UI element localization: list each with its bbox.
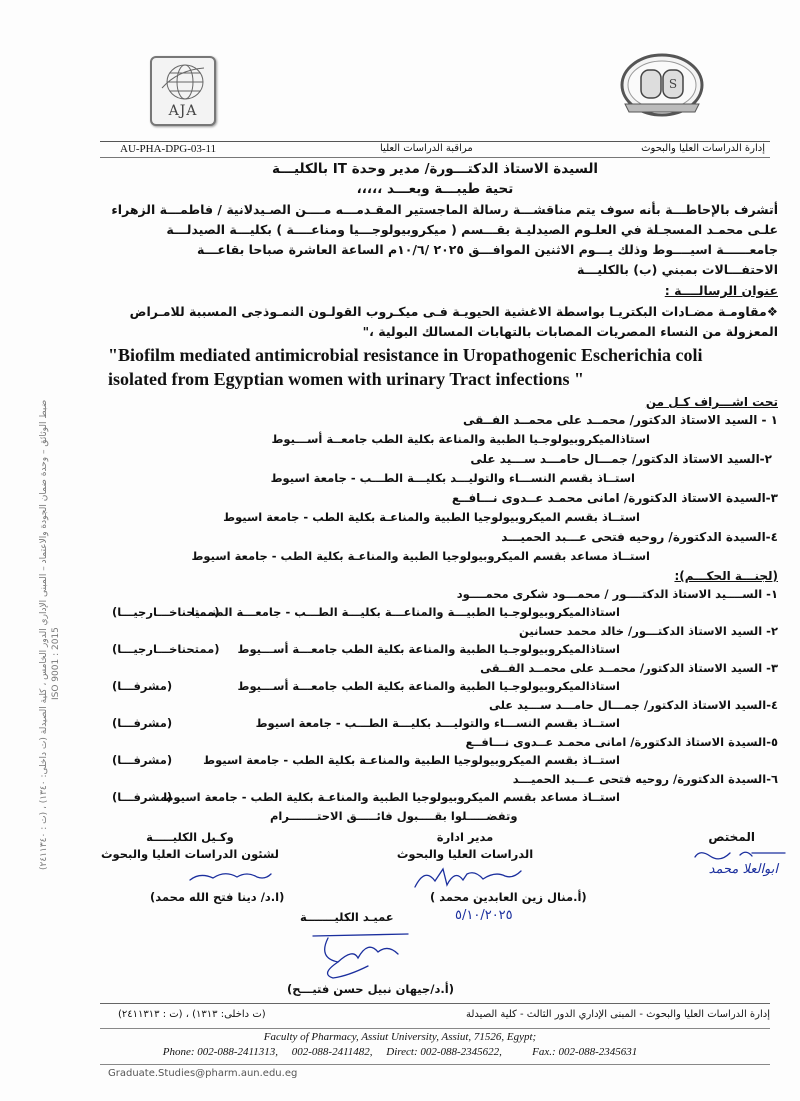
director-name: (أ.منال زين العابدين محمد ) (430, 890, 587, 904)
header-department: إدارة الدراسات العليا والبحوث (641, 143, 765, 154)
committee-2-role: (ممتحناخـــارجيـــا) (112, 642, 220, 656)
committee-5-affiliation: استــاذ بقسم الميكروبيولوجيا الطبية والمناعـة بكلية الطب - جامعة اسيوط (203, 753, 620, 767)
thesis-title-label: عنوان الرسالــــة : (664, 283, 778, 298)
thesis-title-arabic-1: ❖مقاومـة مضـادات البكتريـا بواسطة الاغشية الحيويـة فـى ميكـروب القولـون النمـوذجى المسببة للامـراض (129, 304, 778, 319)
director-handwritten-date: ٥/١٠/٢٠٢٥ (455, 908, 513, 923)
footer-arabic-extension: (ت داخلى: ١٣١٣) ، (ت : ٢٤١١٣١٣) (118, 1009, 266, 1020)
vice-dean-title-line1: وكـيل الكليـــــة (146, 830, 234, 844)
supervisor-1-name: ١ - السيد الاستاذ الدكتور/ محمــد على محمــد الفــقى (462, 413, 778, 427)
committee-6-affiliation: استــاذ مساعد بقسم الميكروبيولوجيا الطبية والمناعـة بكلية الطب - جامعة اسيوط (161, 790, 620, 804)
footer-english-address: Faculty of Pharmacy, Assiut University, Assiut, 71526, Egypt; (263, 1031, 537, 1043)
university-emblem (617, 50, 707, 120)
director-title-line1: مدير ادارة (436, 830, 494, 844)
committee-2-affiliation: استاذالميكروبيولوجـيا الطبية والمناعة بكلية الطب جامعـــة أســـيوط (237, 642, 620, 656)
supervisor-4-name: ٤-السيدة الدكتورة/ روحيه فتحى عـــبد الحميـــد (501, 530, 778, 544)
aja-logo-text: AJA (168, 103, 198, 119)
dean-name: (أ.د/جيهان نبيل حسن فتيـــح) (287, 982, 454, 996)
committee-5-name: ٥-السيدة الاستاذ الدكتورة/ امانى محمـد عــدوى نـــافــع (465, 735, 778, 749)
committee-3-name: ٣- السيد الاستاذ الدكتور/ محمــد على محمــد الفــقى (480, 661, 778, 675)
committee-4-name: ٤-السيد الاستاذ الدكتور/ جمـــال حامـــد ســـيد على (488, 698, 778, 712)
footer-email-link[interactable]: Graduate.Studies@pharm.aun.edu.eg (108, 1068, 298, 1079)
side-margin-iso: ISO 9001 : 2015 (51, 627, 61, 700)
body-line-1: أتشرف بالإحاطـــة بأنه سوف يتم مناقشـــة رسالة الماجستير المقـدمـــه مــــن الصـيدلانية / فاطمـــة الزهراء (111, 202, 778, 217)
body-line-4: الاحتفـــالات بمبني (ب) بالكليـــة (576, 262, 778, 277)
supervisor-1-affiliation: استاذالميكروبيولوجـيا الطبية والمناعة بكلية الطب جامعــة أســـيوط (271, 432, 650, 446)
dean-signature (308, 930, 418, 980)
thesis-title-english-1: "Biofilm mediated antimicrobial resistance in Uropathogenic Escherichia coli (108, 345, 703, 365)
supervisor-2-affiliation: استــاذ بقسم النســـاء والتوليـــد بكليـــة الطـــب - جامعة اسيوط (270, 471, 635, 485)
committee-6-role: (مشرفـــا) (112, 790, 173, 804)
footer-divider-top (100, 1003, 770, 1004)
header-divider-bottom (100, 157, 770, 158)
side-margin-text: ضبط الوثائق – وحدة ضمان الجودة والاعتماد – المبنى الإداري الدور الخامس ، كلية الصيدلة (ت داخلى: ١٣٤٠) ، (ت : ٢٤١١٣٤٠) (39, 399, 49, 870)
vice-dean-signature (185, 868, 275, 886)
committee-1-name: ١- الســــيد الاستاذ الدكتــــور / محمـــود شكرى محمــــود (456, 587, 778, 601)
committee-3-affiliation: استاذالميكروبيولوجـيا الطبية والمناعة بكلية الطب جامعـــة أســـيوط (237, 679, 620, 693)
body-line-3: جامعــــــة اسيــــوط وذلك يـــوم الاثنين الموافـــق ٢٠٢٥ /١٠/٦م الساعة العاشرة صباحا بقاعـــة (196, 242, 778, 257)
supervisor-3-name: ٣-السيدة الاستاذ الدكتورة/ امانى محمـد عــدوى نـــافــع (451, 491, 778, 505)
supervisor-3-affiliation: استــاذ بقسم الميكروبيولوجيا الطبية والمناعـة بكلية الطب - جامعة اسيوط (223, 510, 640, 524)
committee-4-affiliation: استــاذ بقسم النســـاء والتوليـــد بكليـــة الطـــب - جامعة اسيوط (255, 716, 620, 730)
footer-phones: Phone: 002-088-2411313, 002-088-2411482, Direct: 002-088-2345622, Fax.: 002-088-2345631 (162, 1046, 638, 1058)
committee-1-affiliation: استاذالميكروبيولوجـيا الطبيـــة والمناعـــة بكليـــة الطـــب - جامعـــة المنـــيا (190, 605, 620, 619)
committee-2-name: ٢- السيد الاستاذ الدكتـــور/ خالد محمد حسانين (519, 624, 778, 638)
committee-3-role: (مشرفـــا) (112, 679, 173, 693)
footer-arabic-address: إدارة الدراسات العليا والبحوث - المبنى الإداري الدور الثالث - كلية الصيدلة (466, 1009, 770, 1020)
aja-logo (150, 56, 216, 126)
committee-1-role: (ممتحناخـــارجيـــا) (112, 605, 220, 619)
header-center-label: مراقبة الدراسات العليا (380, 143, 473, 154)
specialist-signature (690, 847, 790, 861)
closing-line: وتفضـــــلوا بقــــبول فائـــــق الاحتـــــــرام (270, 809, 518, 823)
specialist-handwritten-text: ابوالعلا محمد (708, 862, 778, 877)
addressee: السيدة الاستاذ الدكتـــورة/ مدير وحدة IT بالكليـــة (271, 161, 599, 177)
body-line-2: علـى محمـد المسجـلة في العلـوم الصيدليـة بقـــسم ( ميكروبيولوجـــيا ومناعــــة ) بكليـــة الصيدلـــة (166, 222, 778, 237)
vice-dean-name: (ا.د/ دينا فتح الله محمد) (150, 890, 285, 904)
greeting: تحية طيبـــة وبعـــد ،،،،، (356, 181, 514, 197)
committee-5-role: (مشرفـــا) (112, 753, 173, 767)
thesis-title-arabic-2: المعزولة من النساء المصريات المصابات بالتهابات المسالك البولية ،" (362, 324, 778, 339)
director-title-line2: الدراسات العليا والبحوث (396, 847, 534, 861)
supervisor-2-name: ٢-السيد الاستاذ الدكتور/ جمـــال حامـــد ســـيد على (470, 452, 772, 466)
committee-heading: (لجنـــة الحكـــم): (674, 569, 778, 583)
specialist-title: المختص (708, 830, 755, 844)
document-code: AU-PHA-DPG-03-11 (120, 143, 217, 155)
supervisors-heading: تحت اشـــراف كـل من (645, 395, 778, 409)
thesis-title-english-2: isolated from Egyptian women with urinary Tract infections " (108, 369, 584, 389)
vice-dean-title-line2: لشئون الدراسات العليا والبحوث (100, 847, 279, 861)
dean-title: عميـد الكليـــــــة (300, 910, 394, 924)
header-divider-top (100, 141, 770, 142)
director-signature (405, 865, 525, 889)
committee-4-role: (مشرفـــا) (112, 716, 173, 730)
svg-text:S: S (668, 77, 678, 91)
footer-divider-bottom (100, 1064, 770, 1065)
globe-icon (158, 62, 208, 104)
committee-6-name: ٦-السيدة الدكتورة/ روحيه فتحى عـــبد الحميـــد (512, 772, 778, 786)
supervisor-4-affiliation: استــاذ مساعد بقسم الميكروبيولوجيا الطبية والمناعـة بكلية الطب - جامعة اسيوط (191, 549, 650, 563)
book-page-left-icon (641, 70, 661, 98)
footer-divider-middle (100, 1028, 770, 1029)
